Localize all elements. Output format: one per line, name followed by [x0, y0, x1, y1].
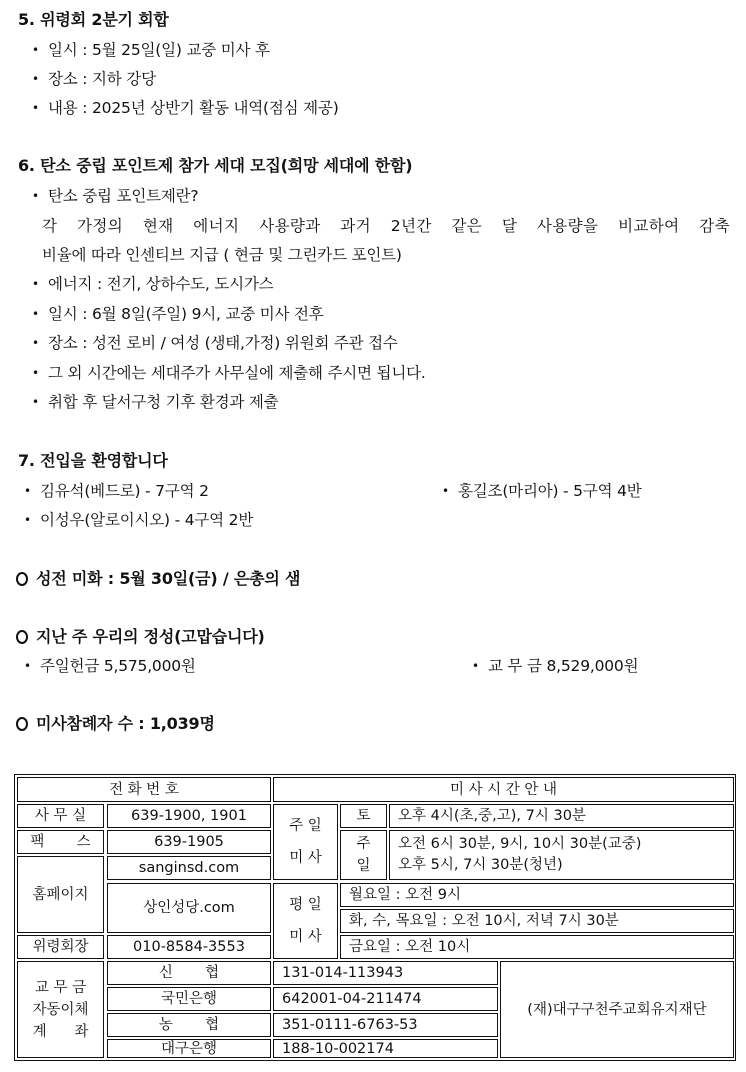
sunday-mass-label: 주 일 미 사 [273, 804, 338, 880]
friday-times: 금요일 : 오전 10시 [340, 935, 734, 959]
homepage-url-korean[interactable]: 상인성당.com [107, 883, 271, 933]
bullet-icon: • [32, 307, 40, 321]
bullet-icon: • [24, 659, 32, 673]
dues-offering: 교 무 금 8,529,000원 [488, 657, 639, 675]
bank-account: 642001-04-211474 [273, 987, 498, 1011]
chair-label: 위령회장 [17, 935, 104, 959]
description-line: 각 가정의 현재 에너지 사용량과 과거 2년간 같은 달 사용량을 비교하여 감축 [42, 217, 730, 235]
list-item: 이성우(알로이시오) - 4구역 2반 [40, 511, 254, 529]
saturday-times: 오후 4시(초,중,고), 7시 30분 [389, 804, 734, 828]
weekday-mass-label: 평 일 미 사 [273, 883, 338, 959]
circle-icon [16, 572, 28, 586]
bullet-icon: • [24, 484, 32, 498]
list-item: 그 외 시간에는 세대주가 사무실에 제출해 주시면 됩니다. [48, 364, 426, 382]
bank-account: 131-014-113943 [273, 961, 498, 985]
mass-header: 미 사 시 간 안 내 [273, 777, 734, 802]
fax-number: 639-1905 [107, 830, 271, 854]
list-item: 장소 : 성전 로비 / 여성 (생태,가정) 위원회 주관 접수 [48, 334, 398, 352]
bullet-icon: • [472, 659, 480, 673]
list-item: 김유석(베드로) - 7구역 2 [40, 482, 209, 500]
sunday-times: 오전 6시 30분, 9시, 10시 30분(교중) 오후 5시, 7시 30분(청년) [389, 830, 734, 880]
section-7-title: 7. 전입을 환영합니다 [18, 451, 168, 470]
list-item: 취합 후 달서구청 기후 환경과 제출 [48, 393, 279, 411]
bullet-icon: • [32, 336, 40, 350]
list-item: 에너지 : 전기, 상하수도, 도시가스 [48, 275, 274, 293]
dues-transfer-label: 교 무 금 자동이체 계 좌 [17, 961, 104, 1058]
list-item: 일시 : 6월 8일(주일) 9시, 교중 미사 전후 [48, 305, 324, 323]
sunday-label: 주 일 [340, 830, 387, 880]
circle-icon [16, 630, 28, 644]
bank-name: 대구은행 [107, 1039, 271, 1058]
chair-phone: 010-8584-3553 [107, 935, 271, 959]
office-label: 사 무 실 [17, 804, 104, 828]
saturday-label: 토 [340, 804, 387, 828]
list-item: 장소 : 지하 강당 [48, 70, 156, 88]
offering-title [16, 626, 265, 648]
list-item: 탄소 중립 포인트제란? [48, 187, 199, 205]
bullet-icon: • [32, 366, 40, 380]
list-item: 내용 : 2025년 상반기 활동 내역(점심 제공) [48, 99, 339, 117]
bank-name: 신 협 [107, 961, 271, 985]
bank-account: 188-10-002174 [273, 1039, 498, 1058]
sunday-offering: 주일헌금 5,575,000원 [40, 657, 196, 675]
account-holder: (재)대구구천주교회유지재단 [500, 961, 734, 1058]
attendance-text: 미사참례자 수 : 1,039명 [36, 714, 215, 733]
bullet-icon: • [32, 189, 40, 203]
bullet-icon: • [32, 277, 40, 291]
bullet-icon: • [32, 72, 40, 86]
bank-account: 351-0111-6763-53 [273, 1013, 498, 1037]
bullet-icon: • [32, 43, 40, 57]
offering-title-text: 지난 주 우리의 정성(고맙습니다) [36, 627, 265, 646]
homepage-label: 홈페이지 [17, 856, 104, 933]
section-5-title: 5. 위령회 2분기 회합 [18, 10, 169, 29]
office-phone: 639-1900, 1901 [107, 804, 271, 828]
list-item: 일시 : 5월 25일(일) 교중 미사 후 [48, 41, 270, 59]
phone-header: 전 화 번 호 [17, 777, 271, 802]
list-item: 홍길조(마리아) - 5구역 4반 [458, 482, 642, 500]
description-line: 비율에 따라 인센티브 지급 ( 현금 및 그린카드 포인트) [42, 246, 402, 264]
bullet-icon: • [32, 101, 40, 115]
section-6-title: 6. 탄소 중립 포인트제 참가 세대 모집(희망 세대에 한함) [18, 156, 413, 175]
circle-icon [16, 717, 28, 731]
cleaning-text: 성전 미화 : 5월 30일(금) / 은총의 샘 [36, 569, 301, 588]
bank-name: 국민은행 [107, 987, 271, 1011]
info-table [14, 774, 736, 1061]
monday-times: 월요일 : 오전 9시 [340, 883, 734, 907]
bullet-icon: • [442, 484, 450, 498]
attendance [16, 713, 215, 735]
homepage-url[interactable]: sanginsd.com [107, 856, 271, 880]
bank-name: 농 협 [107, 1013, 271, 1037]
fax-label: 팩 스 [17, 830, 104, 854]
cleaning-notice [16, 568, 300, 590]
tue-wed-thu-times: 화, 수, 목요일 : 오전 10시, 저녁 7시 30분 [340, 909, 734, 933]
bullet-icon: • [32, 395, 40, 409]
bullet-icon: • [24, 513, 32, 527]
